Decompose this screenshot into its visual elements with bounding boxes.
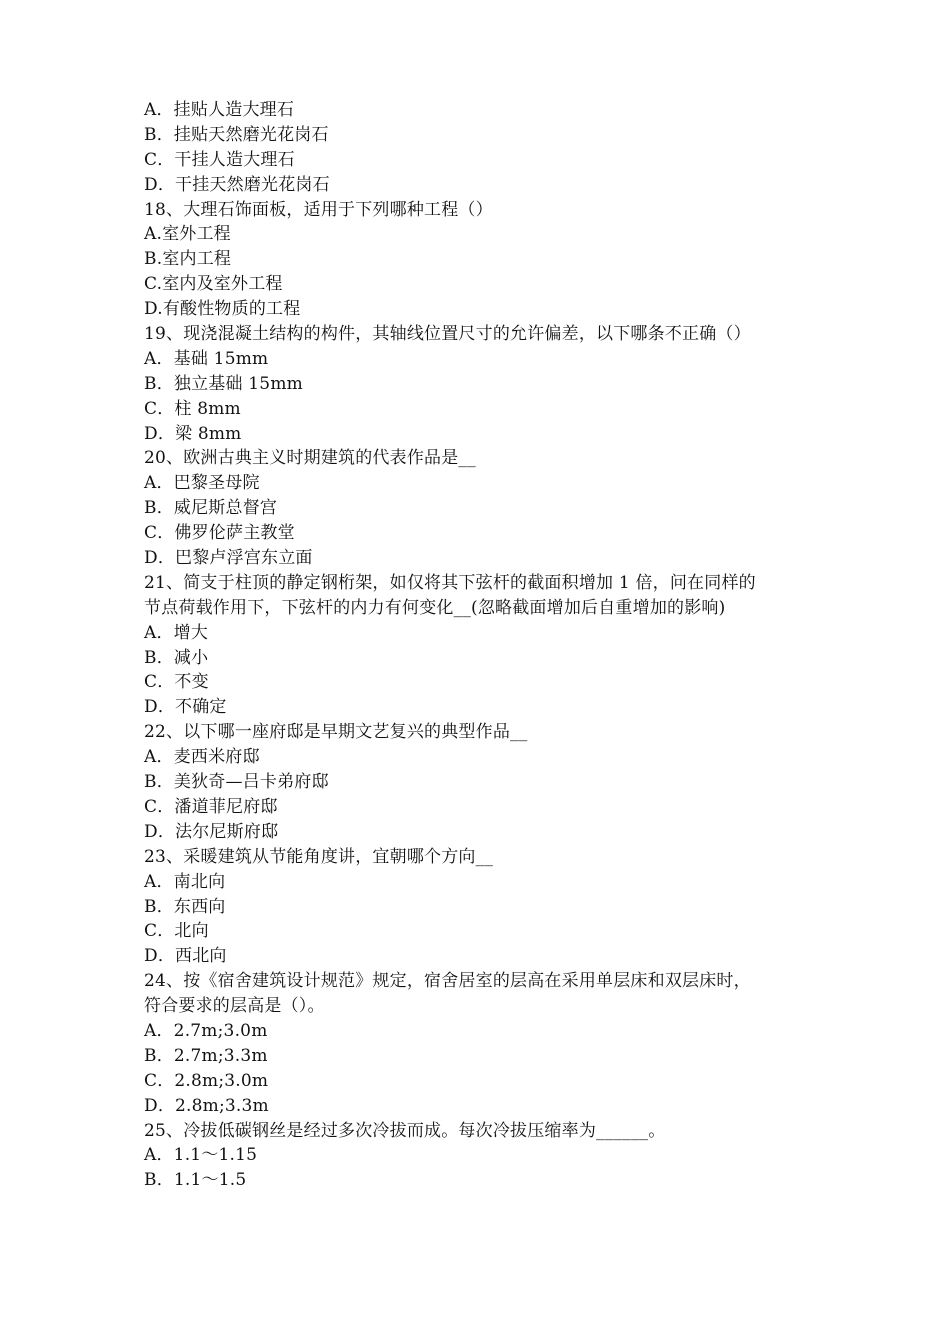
question-line: 23、采暖建筑从节能角度讲，宜朝哪个方向__ — [144, 846, 494, 867]
option-line: C．潘道菲尼府邸 — [144, 796, 278, 817]
option-line: B．威尼斯总督宫 — [144, 498, 278, 519]
question-line: 21、简支于柱顶的静定钢桁架，如仅将其下弦杆的截面积增加 1 倍，问在同样的 — [144, 572, 756, 593]
question-line: 符合要求的层高是（）。 — [144, 996, 325, 1017]
option-line: B．挂贴天然磨光花岗石 — [144, 124, 329, 145]
document-page — [144, 98, 824, 1193]
question-line: 18、大理石饰面板，适用于下列哪种工程（） — [144, 199, 493, 220]
option-line: B．美狄奇—吕卡弟府邸 — [144, 772, 329, 793]
option-line: C．佛罗伦萨主教堂 — [144, 523, 295, 544]
option-line: C．柱 8mm — [144, 398, 241, 419]
option-line: C．北向 — [144, 921, 209, 942]
option-line: A．南北向 — [144, 871, 226, 892]
option-line: D.有酸性物质的工程 — [144, 299, 301, 320]
option-line: A．麦西米府邸 — [144, 747, 260, 768]
option-line: C．干挂人造大理石 — [144, 149, 295, 170]
option-line: B.室内工程 — [144, 249, 232, 270]
option-line: C.室内及室外工程 — [144, 274, 283, 295]
option-line: A．1.1～1.15 — [144, 1145, 258, 1166]
question-line: 20、欧洲古典主义时期建筑的代表作品是__ — [144, 448, 476, 469]
option-line: C．不变 — [144, 672, 209, 693]
option-line: C．2.8m;3.0m — [144, 1070, 269, 1091]
option-line: B．2.7m;3.3m — [144, 1045, 268, 1066]
option-line: B．减小 — [144, 647, 209, 668]
option-line: B．独立基础 15mm — [144, 373, 303, 394]
question-line: 24、按《宿舍建筑设计规范》规定，宿舍居室的层高在采用单层床和双层床时， — [144, 971, 751, 992]
option-line: D．法尔尼斯府邸 — [144, 821, 279, 842]
option-line: B．1.1～1.5 — [144, 1170, 247, 1191]
question-line: 25、冷拔低碳钢丝是经过多次冷拔而成。每次冷拔压缩率为______。 — [144, 1120, 666, 1141]
question-line: 节点荷载作用下，下弦杆的内力有何变化__(忽略截面增加后自重增加的影响) — [144, 597, 726, 618]
question-line: 19、现浇混凝土结构的构件，其轴线位置尺寸的允许偏差，以下哪条不正确（） — [144, 324, 751, 345]
option-line: B．东西向 — [144, 896, 226, 917]
option-line: D．不确定 — [144, 697, 227, 718]
option-line: D．西北向 — [144, 946, 227, 967]
option-line: A．巴黎圣母院 — [144, 473, 260, 494]
option-line: A．增大 — [144, 622, 209, 643]
option-line: D．梁 8mm — [144, 423, 242, 444]
option-line: D．2.8m;3.3m — [144, 1095, 269, 1116]
option-line: D．干挂天然磨光花岗石 — [144, 174, 330, 195]
option-line: A．挂贴人造大理石 — [144, 100, 295, 120]
option-line: D．巴黎卢浮宫东立面 — [144, 548, 313, 569]
question-line: 22、以下哪一座府邸是早期文艺复兴的典型作品__ — [144, 722, 528, 743]
option-line: A．基础 15mm — [144, 348, 269, 369]
option-line: A.室外工程 — [144, 224, 231, 245]
option-line: A．2.7m;3.0m — [144, 1020, 268, 1041]
